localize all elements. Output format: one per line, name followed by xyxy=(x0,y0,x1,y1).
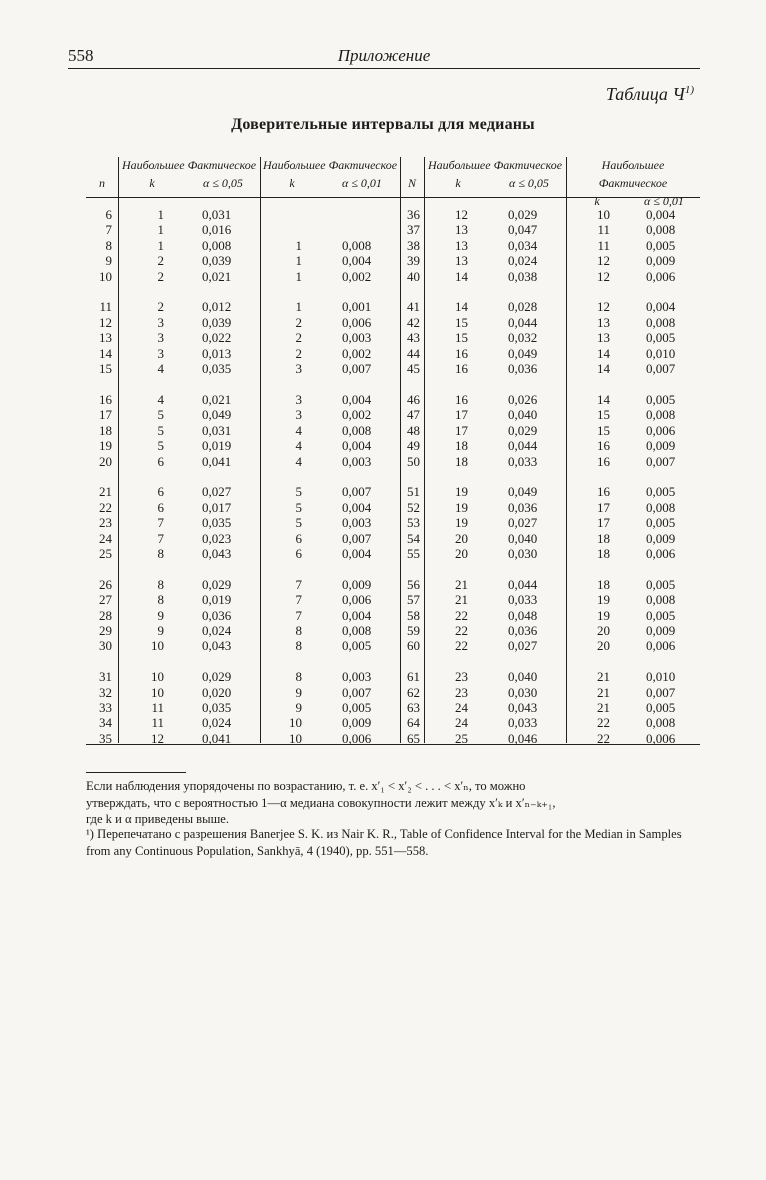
header-k001-right: k xyxy=(594,194,600,208)
header-group-005-right xyxy=(424,156,566,196)
footer-line-1: Если наблюдения упорядочены по возрастанию, т. е. x′₁ < x′₂ < . . . < x′ₙ, то можно xyxy=(86,779,526,793)
column-n-right: 36 37 38 39 40 41 42 43 44 45 46 47 48 49 50 51 52 53 54 55 56 57 58 59 60 61 62 63 64 65 xyxy=(407,207,420,746)
header-group-001-left xyxy=(260,156,400,196)
header-alpha005-right: α ≤ 0,05 xyxy=(509,176,549,190)
column-alpha001-right: 0,004 0,008 0,005 0,009 0,006 0,004 0,008 0,005 0,010 0,007 0,005 0,008 0,006 0,009 0,007 0,005 0,008 0,005 0,009 0,006 0,005 0,008 0,005 0,009 0,006 0,010 0,007 0,005 0,008 0,006 xyxy=(646,207,676,746)
header-k005-left: k xyxy=(149,176,155,190)
source-footnote: ¹) Перепечатано с разрешения Banerjee S. K. из Nair K. R., Table of Confidence Interval for the Median in Samples from any Continuous Population, Sankhyā, 4 (1940), pp. 551—558. xyxy=(86,827,682,858)
running-header xyxy=(68,46,700,69)
header-alpha001-left: α ≤ 0,01 xyxy=(342,176,382,190)
column-k001-left: 1 1 1 1 2 2 2 3 3 3 4 4 4 5 5 5 6 6 7 7 7 8 8 8 9 9 10 10 xyxy=(289,237,302,746)
table-title: Доверительные интервалы для медианы xyxy=(231,116,535,133)
footer-line-3: где k и α приведены выше. xyxy=(86,812,230,826)
table-label-footnote-mark: 1) xyxy=(684,84,694,96)
column-alpha005-right: 0,029 0,047 0,034 0,024 0,038 0,028 0,044 0,032 0,049 0,036 0,026 0,040 0,029 0,044 0,033 0,049 0,036 0,027 0,040 0,030 0,044 0,033 0,048 0,036 0,027 0,040 0,030 0,043 0,033 0,046 xyxy=(508,207,538,746)
header-group-005-right-line1: Наибольшее Фактическое xyxy=(427,158,563,172)
table-label xyxy=(606,84,694,105)
footnote-rule xyxy=(86,772,186,773)
header-alpha005-left: α ≤ 0,05 xyxy=(203,176,243,190)
column-divider xyxy=(424,157,425,743)
column-alpha005-left: 0,031 0,016 0,008 0,039 0,021 0,012 0,039 0,022 0,013 0,035 0,021 0,049 0,031 0,019 0,041 0,027 0,017 0,035 0,023 0,043 0,029 0,019 0,036 0,024 0,043 0,029 0,020 0,035 0,024 0,041 xyxy=(202,207,232,746)
table-label-text: Таблица Ч xyxy=(605,84,685,104)
running-title: Приложение xyxy=(337,46,431,65)
header-k005-right: k xyxy=(455,176,461,190)
header-group-001-right xyxy=(566,156,700,208)
header-group-005-left xyxy=(118,156,260,196)
column-k005-right: 12 13 13 13 14 14 15 15 16 16 16 17 17 18 18 19 19 19 20 20 21 21 22 22 22 23 23 24 24 25 xyxy=(455,207,468,746)
header-n-right: N xyxy=(407,176,416,190)
page-number: 558 xyxy=(68,46,94,65)
header-n-left: n xyxy=(99,176,105,190)
header-alpha001-right: α ≤ 0,01 xyxy=(644,194,684,208)
footer-line-2: утверждать, что с вероятностью 1—α медиана совокупности лежит между x′ₖ и x′ₙ₋ₖ₊₁, xyxy=(86,795,556,810)
column-k001-right: 10 11 11 12 12 12 13 13 14 14 14 15 15 16 16 16 17 17 18 18 18 19 19 20 20 21 21 21 22 22 xyxy=(597,207,610,746)
header-k001-left: k xyxy=(289,176,295,190)
footer-text xyxy=(86,778,702,828)
header-group-001-left-line1: Наибольшее Фактическое xyxy=(262,158,398,172)
column-n-left: 6 7 8 9 10 11 12 13 14 15 16 17 18 19 20 21 22 23 24 25 26 27 28 29 30 31 32 33 34 35 xyxy=(99,207,112,746)
header-group-005-left-line1: Наибольшее Фактическое xyxy=(121,158,257,172)
column-divider xyxy=(260,157,261,743)
column-k005-left: 1 1 1 2 2 2 3 3 3 4 4 5 5 5 6 6 6 7 7 8 8 8 9 9 10 10 10 11 11 12 xyxy=(151,207,164,746)
table-header-rule xyxy=(86,197,700,198)
column-alpha001-left: 0,008 0,004 0,002 0,001 0,006 0,003 0,002 0,007 0,004 0,002 0,008 0,004 0,003 0,007 0,004 0,003 0,007 0,004 0,009 0,006 0,004 0,008 0,005 0,003 0,007 0,005 0,009 0,006 xyxy=(342,237,372,746)
header-group-001-right-line1: Наибольшее Фактическое xyxy=(598,158,668,190)
